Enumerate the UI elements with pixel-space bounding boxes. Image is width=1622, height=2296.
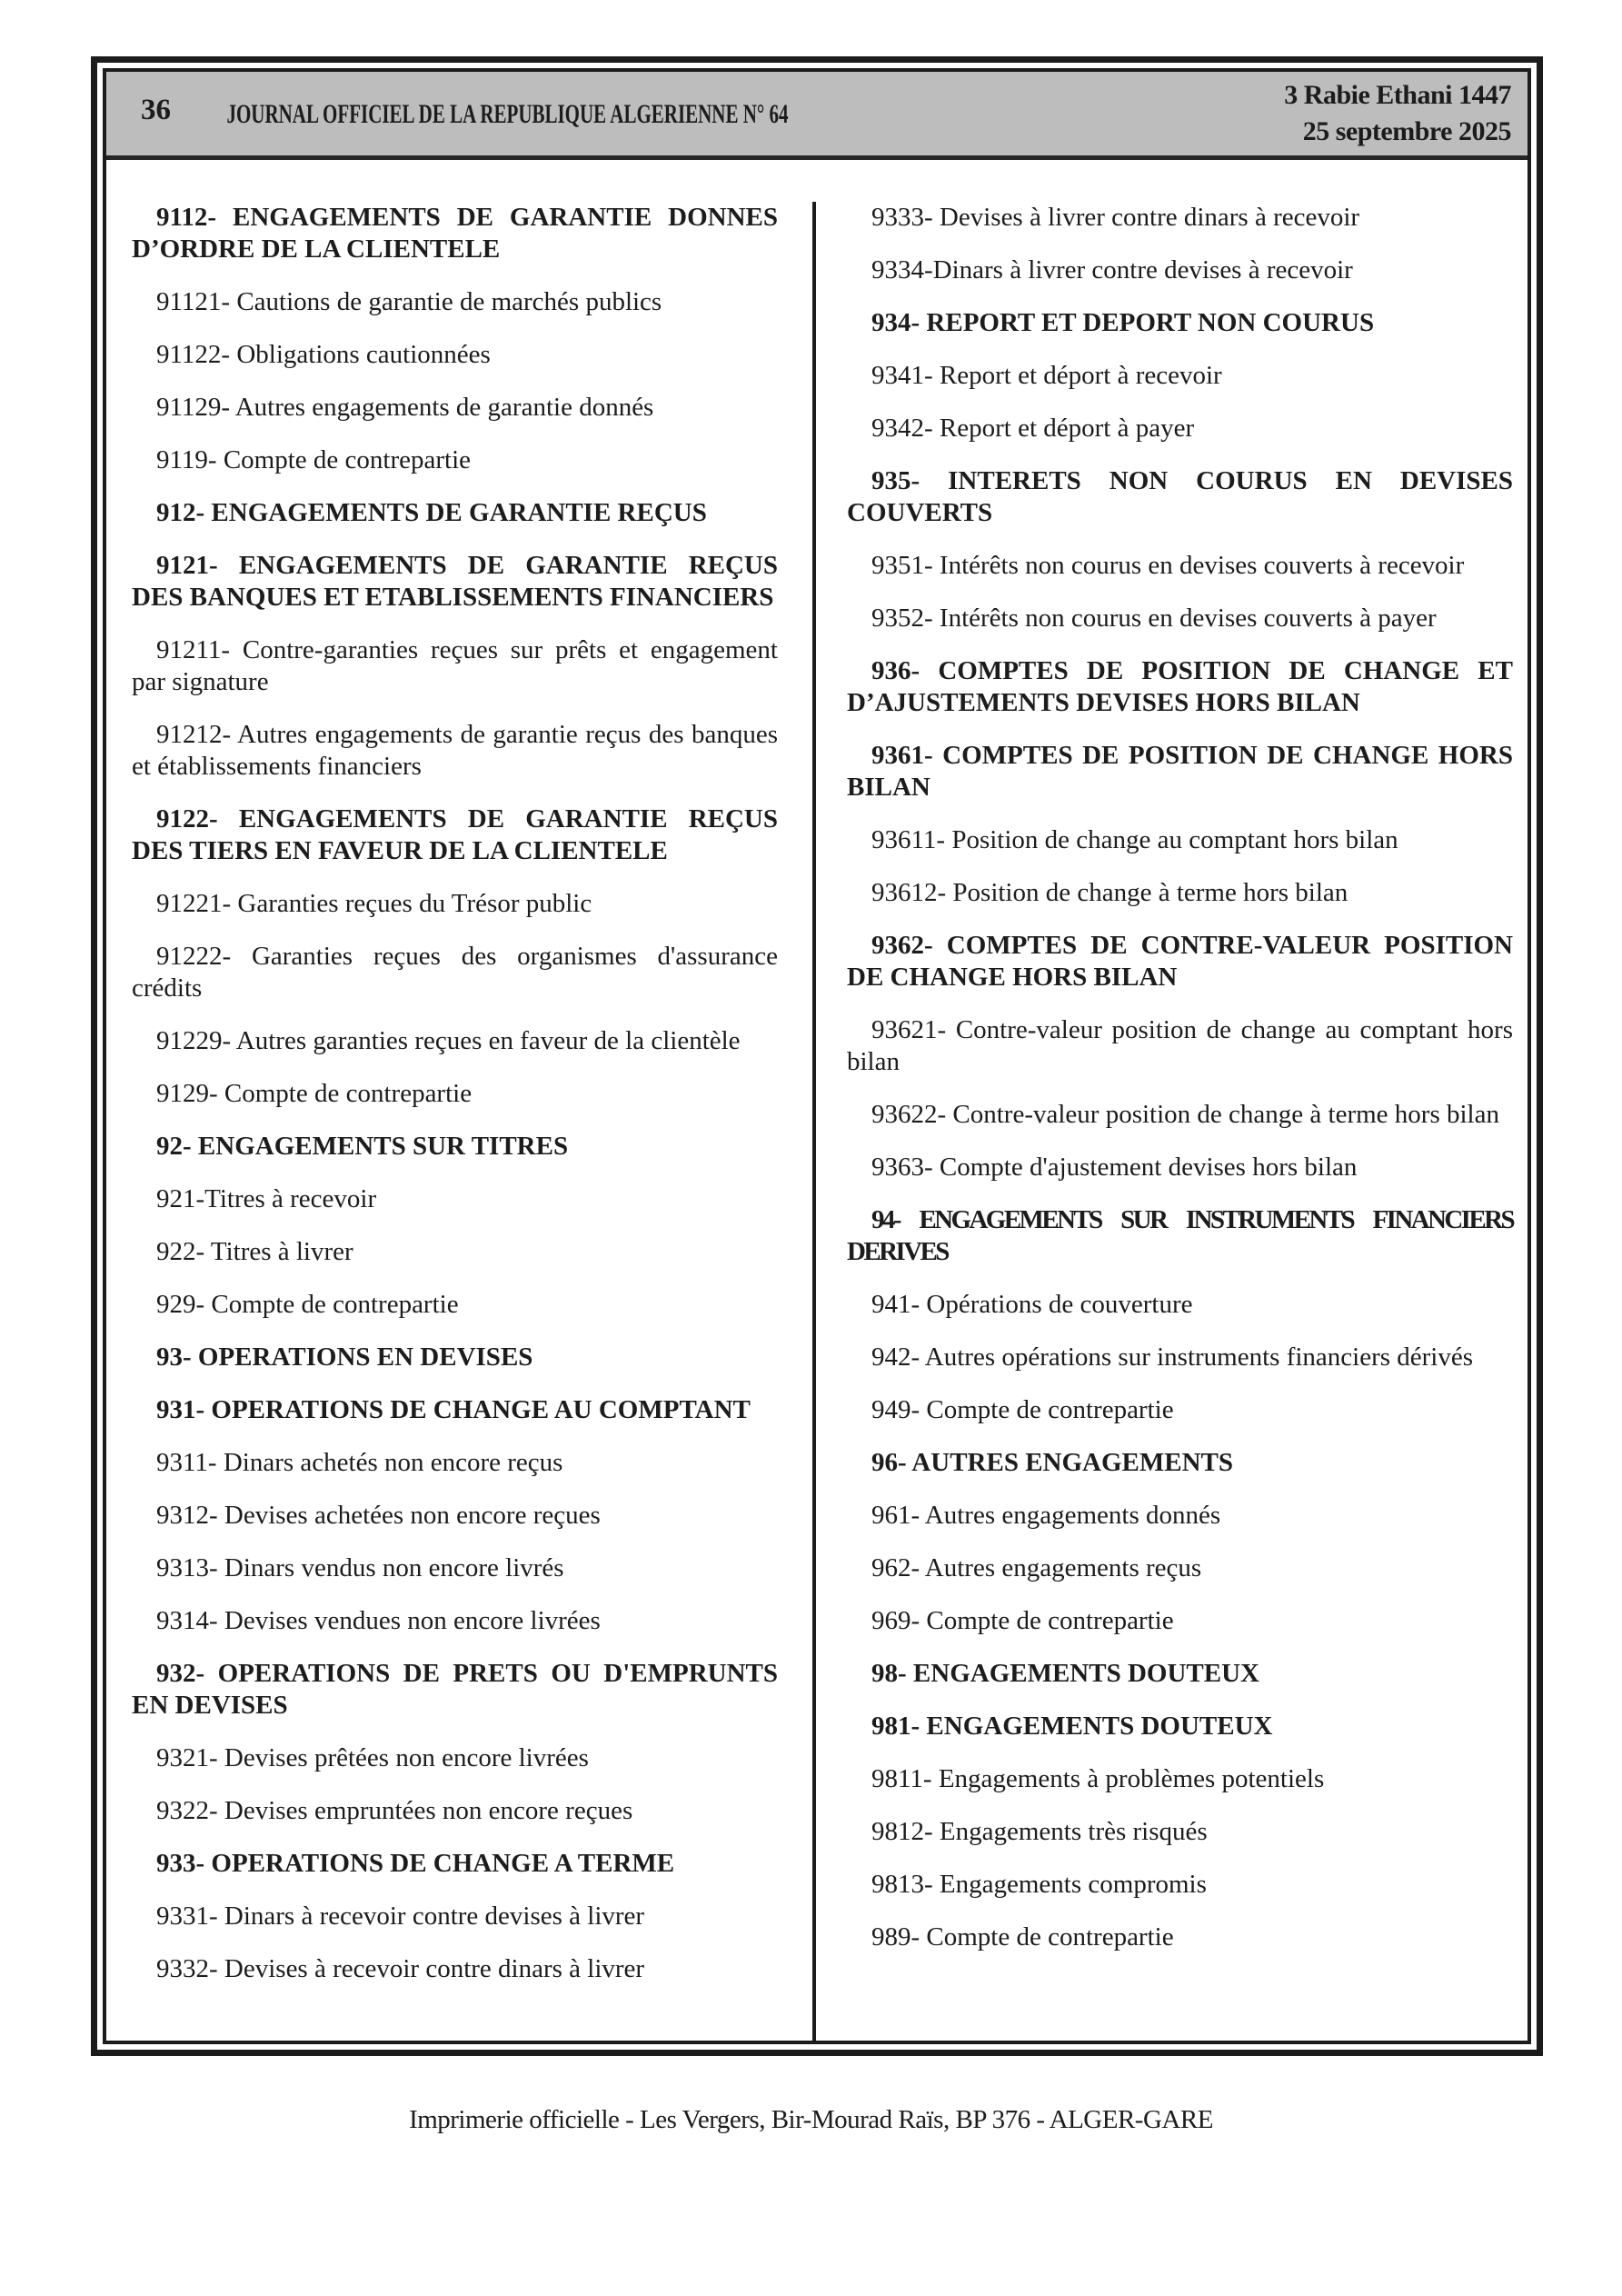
account-line: 93611- Position de change au comptant hors bilan [871, 825, 1398, 854]
date-hijri: 3 Rabie Ethani 1447 [1284, 80, 1511, 110]
section-heading: 912- ENGAGEMENTS DE GARANTIE REÇUS [156, 498, 707, 527]
account-line: 9313- Dinars vendus non encore livrés [156, 1553, 564, 1582]
account-line: 9333- Devises à livrer contre dinars à recevoir [871, 203, 1360, 232]
account-line: 91221- Garanties reçues du Trésor public [156, 889, 592, 918]
account-line: 921-Titres à recevoir [156, 1184, 377, 1213]
account-line: 9812- Engagements très risqués [871, 1817, 1208, 1846]
section-heading: 933- OPERATIONS DE CHANGE A TERME [156, 1849, 675, 1878]
section-heading: 92- ENGAGEMENTS SUR TITRES [156, 1132, 569, 1161]
account-line: 9312- Devises achetées non encore reçues [156, 1501, 601, 1530]
section-heading: 96- AUTRES ENGAGEMENTS [871, 1448, 1234, 1477]
page-number: 36 [141, 94, 171, 126]
account-line: 9334-Dinars à livrer contre devises à recevoir [871, 255, 1353, 285]
account-line: 91121- Cautions de garantie de marchés publics [156, 287, 662, 316]
date-gregorian: 25 septembre 2025 [1302, 116, 1511, 146]
account-line: 9813- Engagements compromis [871, 1870, 1207, 1899]
page-header [106, 72, 1527, 160]
account-line: 9341- Report et déport à recevoir [871, 361, 1222, 390]
account-line: 93612- Position de change à terme hors bilan [871, 878, 1348, 907]
account-line: 989- Compte de contrepartie [871, 1922, 1174, 1952]
page-footer: Imprimerie officielle - Les Vergers, Bir-Mourad Raïs, BP 376 - ALGER-GARE [409, 2105, 1213, 2134]
account-line: 91229- Autres garanties reçues en faveur de la clientèle [156, 1026, 741, 1055]
page-inner-frame [103, 68, 1531, 2044]
section-heading: 932- OPERATIONS DE PRETS OU D'EMPRUNTS EN DEVISES [132, 1659, 778, 1720]
account-line: 9314- Devises vendues non encore livrées [156, 1606, 601, 1635]
section-heading: 9362- COMPTES DE CONTRE-VALEUR POSITION DE CHANGE HORS BILAN [847, 931, 1513, 992]
account-line: 9322- Devises empruntées non encore reçues [156, 1796, 633, 1825]
account-line: 93621- Contre-valeur position de change au comptant hors bilan [847, 1015, 1513, 1076]
account-line: 9332- Devises à recevoir contre dinars à livrer [156, 1954, 645, 1983]
section-heading: 9121- ENGAGEMENTS DE GARANTIE REÇUS DES BANQUES ET ETABLISSEMENTS FINANCIERS [132, 551, 778, 612]
page-content [106, 160, 1527, 2041]
account-line: 962- Autres engagements reçus [871, 1553, 1202, 1582]
account-line: 9321- Devises prêtées non encore livrées [156, 1743, 589, 1772]
account-line: 91212- Autres engagements de garantie reçus des banques et établissements financiers [132, 720, 778, 781]
right-column [816, 202, 1527, 2041]
account-line: 9363- Compte d'ajustement devises hors bilan [871, 1153, 1358, 1182]
section-heading: 934- REPORT ET DEPORT NON COURUS [871, 308, 1375, 337]
section-heading: 935- INTERETS NON COURUS EN DEVISES COUVERTS [847, 466, 1513, 527]
journal-title-text: JOURNAL OFFICIEL DE LA REPUBLIQUE ALGERIENNE N° 64 [226, 99, 789, 129]
account-line: 941- Opérations de couverture [871, 1290, 1193, 1319]
section-heading: 94- ENGAGEMENTS SUR INSTRUMENTS FINANCIERS DERIVES [847, 1205, 1513, 1266]
section-heading: 931- OPERATIONS DE CHANGE AU COMPTANT [156, 1395, 751, 1424]
account-line: 922- Titres à livrer [156, 1237, 353, 1266]
account-line: 942- Autres opérations sur instruments financiers dérivés [871, 1343, 1474, 1372]
account-line: 929- Compte de contrepartie [156, 1290, 459, 1319]
section-heading: 93- OPERATIONS EN DEVISES [156, 1343, 533, 1372]
section-heading: 9112- ENGAGEMENTS DE GARANTIE DONNES D’ORDRE DE LA CLIENTELE [132, 203, 778, 264]
section-heading: 981- ENGAGEMENTS DOUTEUX [871, 1712, 1273, 1741]
account-line: 949- Compte de contrepartie [871, 1395, 1174, 1424]
account-line: 93622- Contre-valeur position de change à terme hors bilan [871, 1100, 1499, 1129]
header-dates [1284, 77, 1511, 150]
account-line: 9119- Compte de contrepartie [156, 445, 472, 474]
account-line: 91129- Autres engagements de garantie donnés [156, 393, 654, 422]
account-line: 91122- Obligations cautionnées [156, 340, 491, 369]
account-line: 9331- Dinars à recevoir contre devises à livrer [156, 1902, 645, 1931]
journal-title [106, 99, 833, 130]
account-line: 9352- Intérêts non courus en devises couverts à payer [871, 604, 1437, 633]
account-line: 9311- Dinars achetés non encore reçus [156, 1448, 563, 1477]
section-heading: 9122- ENGAGEMENTS DE GARANTIE REÇUS DES TIERS EN FAVEUR DE LA CLIENTELE [132, 804, 778, 865]
account-line: 9351- Intérêts non courus en devises couverts à recevoir [871, 551, 1465, 580]
account-line: 9129- Compte de contrepartie [156, 1079, 473, 1108]
section-heading: 936- COMPTES DE POSITION DE CHANGE ET D’AJUSTEMENTS DEVISES HORS BILAN [847, 656, 1513, 717]
account-line: 9342- Report et déport à payer [871, 414, 1195, 443]
left-column [106, 202, 812, 2041]
section-heading: 9361- COMPTES DE POSITION DE CHANGE HORS BILAN [847, 741, 1513, 802]
account-line: 961- Autres engagements donnés [871, 1501, 1221, 1530]
account-line: 9811- Engagements à problèmes potentiels [871, 1764, 1325, 1793]
account-line: 969- Compte de contrepartie [871, 1606, 1174, 1635]
account-line: 91222- Garanties reçues des organismes d'assurance crédits [132, 942, 778, 1003]
section-heading: 98- ENGAGEMENTS DOUTEUX [871, 1659, 1259, 1688]
account-line: 91211- Contre-garanties reçues sur prêts et engagement par signature [132, 635, 778, 696]
page-border-frame [91, 56, 1543, 2056]
